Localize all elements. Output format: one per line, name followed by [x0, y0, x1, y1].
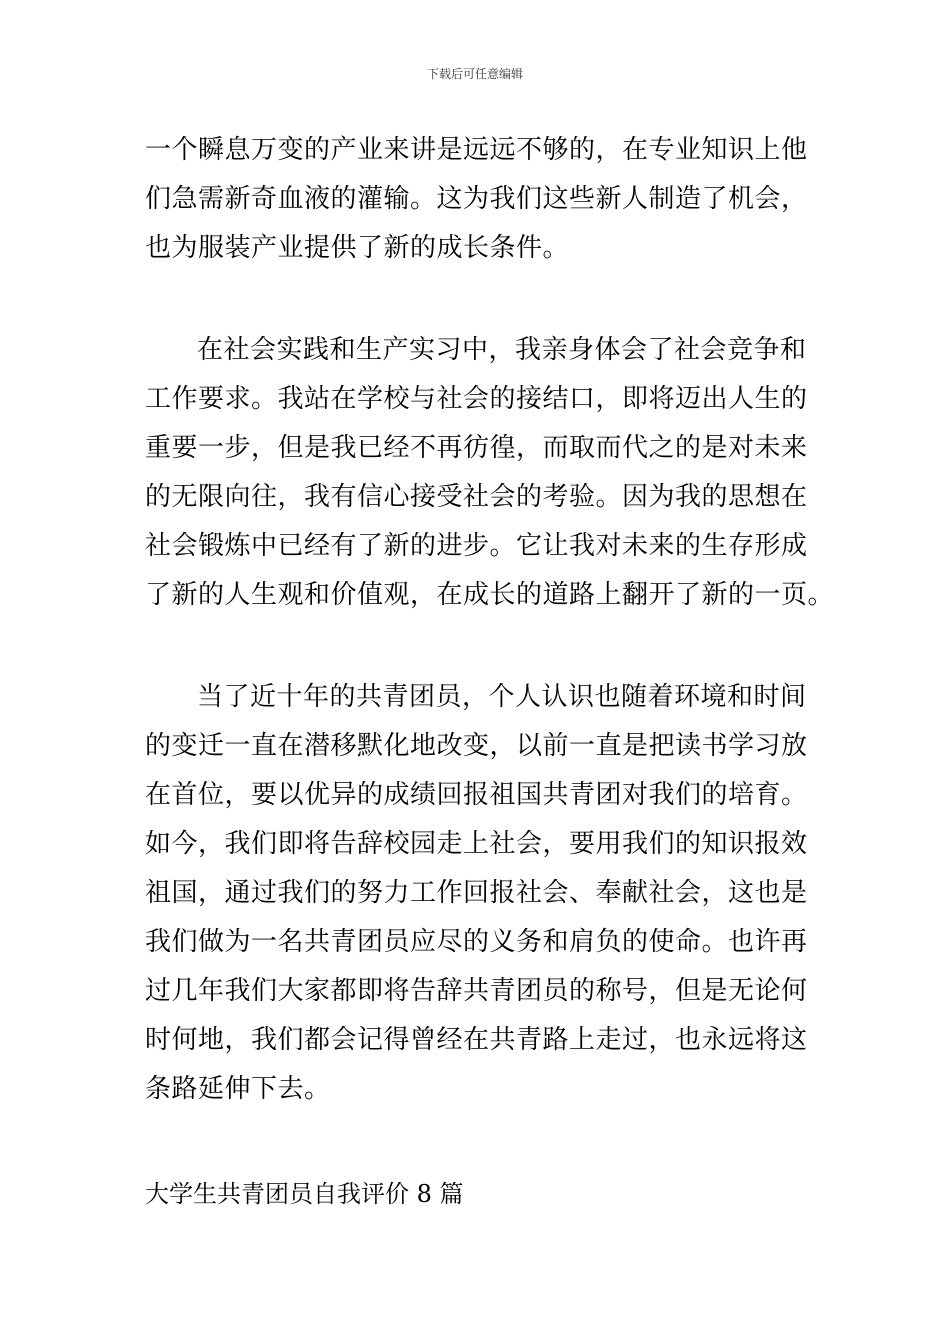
text-line: 过几年我们大家都即将告辞共青团员的称号，但是无论何 [145, 976, 808, 1006]
paragraph-3 [145, 673, 808, 1114]
page-header: 下载后可任意编辑 [426, 67, 523, 81]
text-line: 如今，我们即将告辞校园走上社会，要用我们的知识报效 [145, 829, 808, 859]
text-line: 一个瞬息万变的产业来讲是远远不够的，在专业知识上他 [145, 135, 808, 165]
text-line: 条路延伸下去。 [145, 1074, 331, 1104]
text-line: 也为服装产业提供了新的成长条件。 [145, 233, 570, 263]
text-line: 我们做为一名共青团员应尽的义务和肩负的使命。也许再 [145, 927, 808, 957]
text-line: 了新的人生观和价值观，在成长的道路上翻开了新的一页。 [145, 580, 835, 610]
paragraph-2 [145, 326, 835, 620]
text-line: 们急需新奇血液的灌输。这为我们这些新人制造了机会， [145, 184, 808, 214]
text-line: 工作要求。我站在学校与社会的接结口，即将迈出人生的 [145, 384, 808, 414]
text-line: 时何地，我们都会记得曾经在共青路上走过，也永远将这 [145, 1025, 808, 1055]
text-line: 当了近十年的共青团员，个人认识也随着环境和时间 [197, 682, 807, 712]
text-line: 重要一步，但是我已经不再彷徨，而取而代之的是对未来 [145, 433, 808, 463]
text-line: 的无限向往，我有信心接受社会的考验。因为我的思想在 [145, 482, 808, 512]
text-line: 在社会实践和生产实习中，我亲身体会了社会竞争和 [197, 335, 807, 365]
paragraph-1 [145, 126, 808, 273]
text-line: 在首位，要以优异的成绩回报祖国共青团对我们的培育。 [145, 780, 808, 810]
text-line: 的变迁一直在潜移默化地改变，以前一直是把读书学习放 [145, 731, 808, 761]
document-title: 大学生共青团员自我评价 8 篇 [145, 1180, 464, 1208]
text-line: 社会锻炼中已经有了新的进步。它让我对未来的生存形成 [145, 531, 808, 561]
text-line: 祖国，通过我们的努力工作回报社会、奉献社会，这也是 [145, 878, 808, 908]
